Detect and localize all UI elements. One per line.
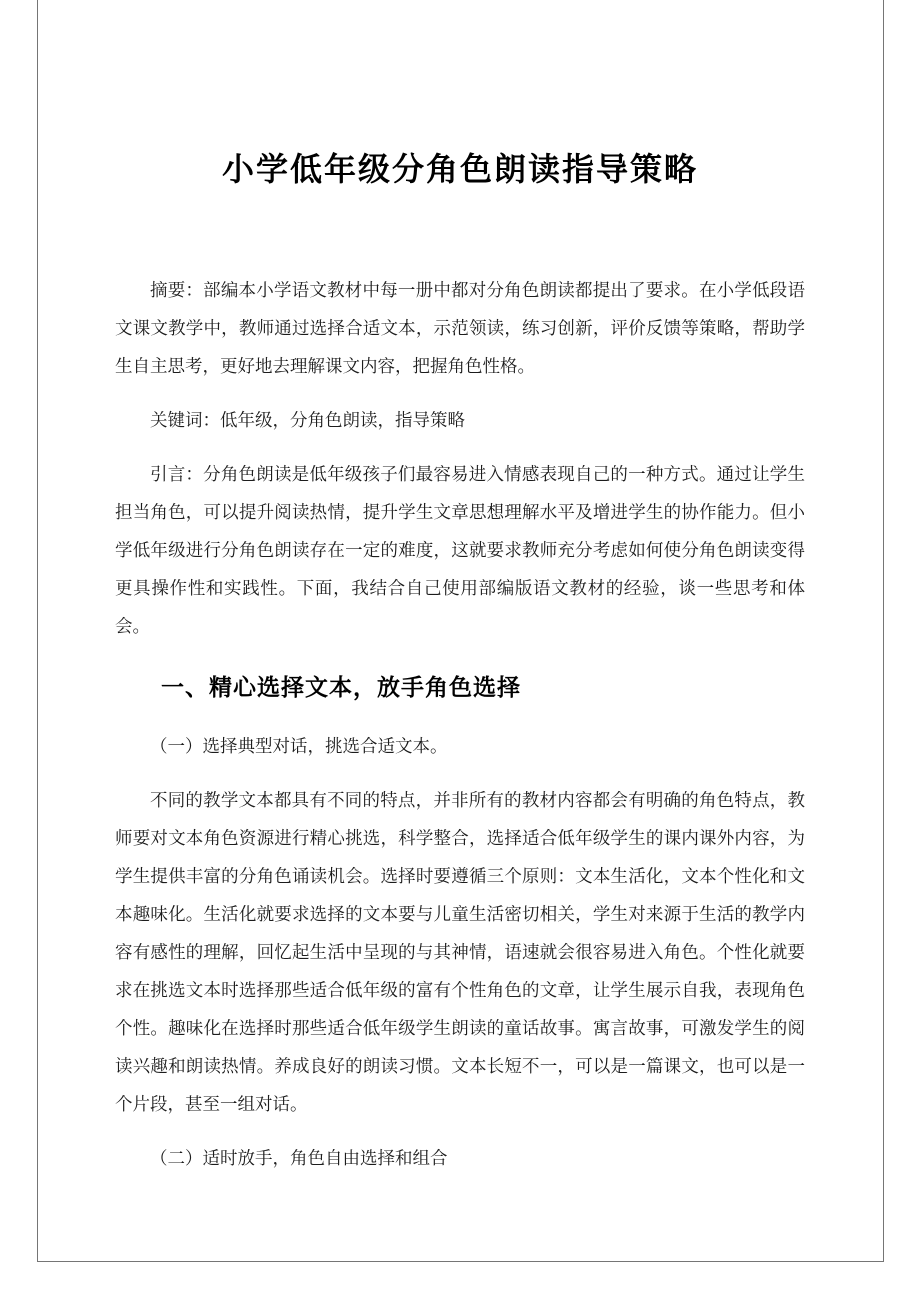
section-1-subheading-1: （一）选择典型对话，挑选合适文本。 [150, 737, 448, 757]
paragraph-keywords: 关键词：低年级，分角色朗读，指导策略 [150, 411, 465, 431]
document-content [115, 0, 805, 1194]
section-1-body-paragraph: 不同的教学文本都具有不同的特点，并非所有的教材内容都会有明确的角色特点，教师要对文本角色资源进行精心挑选，科学整合，选择适合低年级学生的课内课外内容，为学生提供丰富的分角色诵读机会。选择时要遵循三个原则：文本生活化，文本个性化和文本趣味化。生活化就要求选择的文本要与儿童生活密切相关，学生对来源于生活的教学内容有感性的理解，回忆起生活中呈现的与其神情，语速就会很容易进入角色。个性化就要求在挑选文本时选择那些适合低年级的富有个性角色的文章，让学生展示自我，表现角色个性。趣味化在选择时那些适合低年级学生朗读的童话故事。寓言故事，可激发学生的阅读兴趣和朗读热情。养成良好的朗读习惯。文本长短不一，可以是一篇课文，也可以是一个片段，甚至一组对话。 [115, 791, 805, 1115]
section-1-heading: 一、精心选择文本，放手角色选择 [161, 674, 521, 701]
paragraph-abstract: 摘要：部编本小学语文教材中每一册中都对分角色朗读都提出了要求。在小学低段语文课文教学中，教师通过选择合适文本，示范领读，练习创新，评价反馈等策略，帮助学生自主思考，更好地去理解课文内容，把握角色性格。 [115, 281, 805, 377]
page-title: 小学低年级分角色朗读指导策略 [221, 150, 698, 188]
paragraph-introduction: 引言：分角色朗读是低年级孩子们最容易进入情感表现自己的一种方式。通过让学生担当角色，可以提升阅读热情，提升学生文章思想理解水平及增进学生的协作能力。但小学低年级进行分角色朗读存在一定的难度，这就要求教师充分考虑如何使分角色朗读变得更具操作性和实践性。下面，我结合自己使用部编版语文教材的经验，谈一些思考和体会。 [115, 465, 805, 637]
section-1-subheading-2: （二）适时放手，角色自由选择和组合 [150, 1149, 448, 1169]
